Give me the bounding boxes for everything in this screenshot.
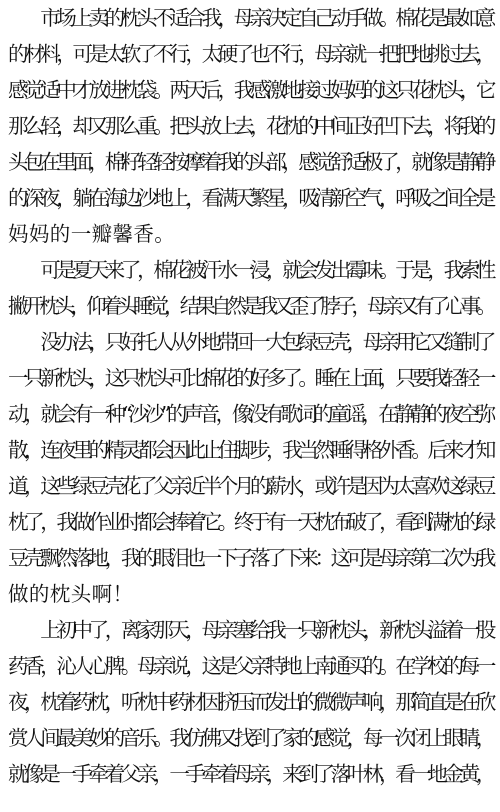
- text-line: 撇开枕头，仰着头睡觉，结果自然是我又歪了脖子，母亲又有了心事。: [8, 294, 492, 318]
- text-line: 药香，沁人心脾。母亲说，这是父亲特地上南通买的。在学校的每一: [8, 654, 492, 678]
- text-line: 动，就会有一种“沙沙”的声音，像没有歌词的童谣，在静静的夜空弥: [8, 402, 492, 426]
- text-line: 头包在里面，棉籽轻轻按摩着我的头部，感觉舒适极了，就像是静静: [8, 150, 492, 174]
- text-line: 妈妈的一瓣馨香。: [8, 222, 176, 246]
- text-line: 道，这些绿豆壳花了父亲近半个月的薪水，或许是因为太喜欢这绿豆: [8, 474, 492, 498]
- text-line: 可是夏天来了，棉花被汗水一浸，就会发出霉味。于是，我索性: [8, 258, 492, 282]
- text-line: 没办法，只好托人从外地带回一大包绿豆壳，母亲用它又缝制了: [8, 330, 492, 354]
- text-line: 夜，枕着药枕，听枕中药材因挤压而发出的微微声响，那简直是在欣: [8, 690, 492, 714]
- document-page: [8, 0, 496, 812]
- text-line: 的材料，可是太软了不行，太硬了也不行，母亲就一把把地挑过去，: [8, 42, 492, 66]
- text-line: 的深夜，躺在海边沙地上，看满天繁星，吸清新空气，呼吸之间全是: [8, 186, 492, 210]
- text-line: 散，连夜里的精灵都会因此止住脚步，我当然睡得格外香。后来才知: [8, 438, 492, 462]
- text-line: 豆壳飘然落地，我的眼泪也一下子落了下来：这可是母亲第二次为我: [8, 546, 492, 570]
- text-line: 感觉适中才放进枕袋。两天后，我感激地接过妈妈的这只花枕头，它: [8, 78, 492, 102]
- text-line: 一只新枕头，这只枕头可比棉花的好多了。睡在上面，只要我轻轻一: [8, 366, 492, 390]
- text-line: 就像是一手牵着父亲，一手牵着母亲，来到了落叶林，看一地金黄，: [8, 762, 492, 786]
- text-line: 市场上卖的枕头不适合我，母亲决定自己动手做。棉花是最如意: [8, 6, 492, 30]
- text-line: 上初中了，离家那天，母亲塞给我一只新枕头，新枕头溢着一股: [8, 618, 492, 642]
- text-line: 那么轻，却又那么重。把头放上去，花枕的中间正好凹下去，将我的: [8, 114, 492, 138]
- text-line: 赏人间最美妙的音乐。我仿佛又找到了家的感觉，每一次闭上眼睛，: [8, 726, 492, 750]
- text-line: 做的枕头啊！: [8, 582, 134, 606]
- text-line: 枕了，我做作业时都会捧着它。终于有一天枕布破了，看到满枕的绿: [8, 510, 492, 534]
